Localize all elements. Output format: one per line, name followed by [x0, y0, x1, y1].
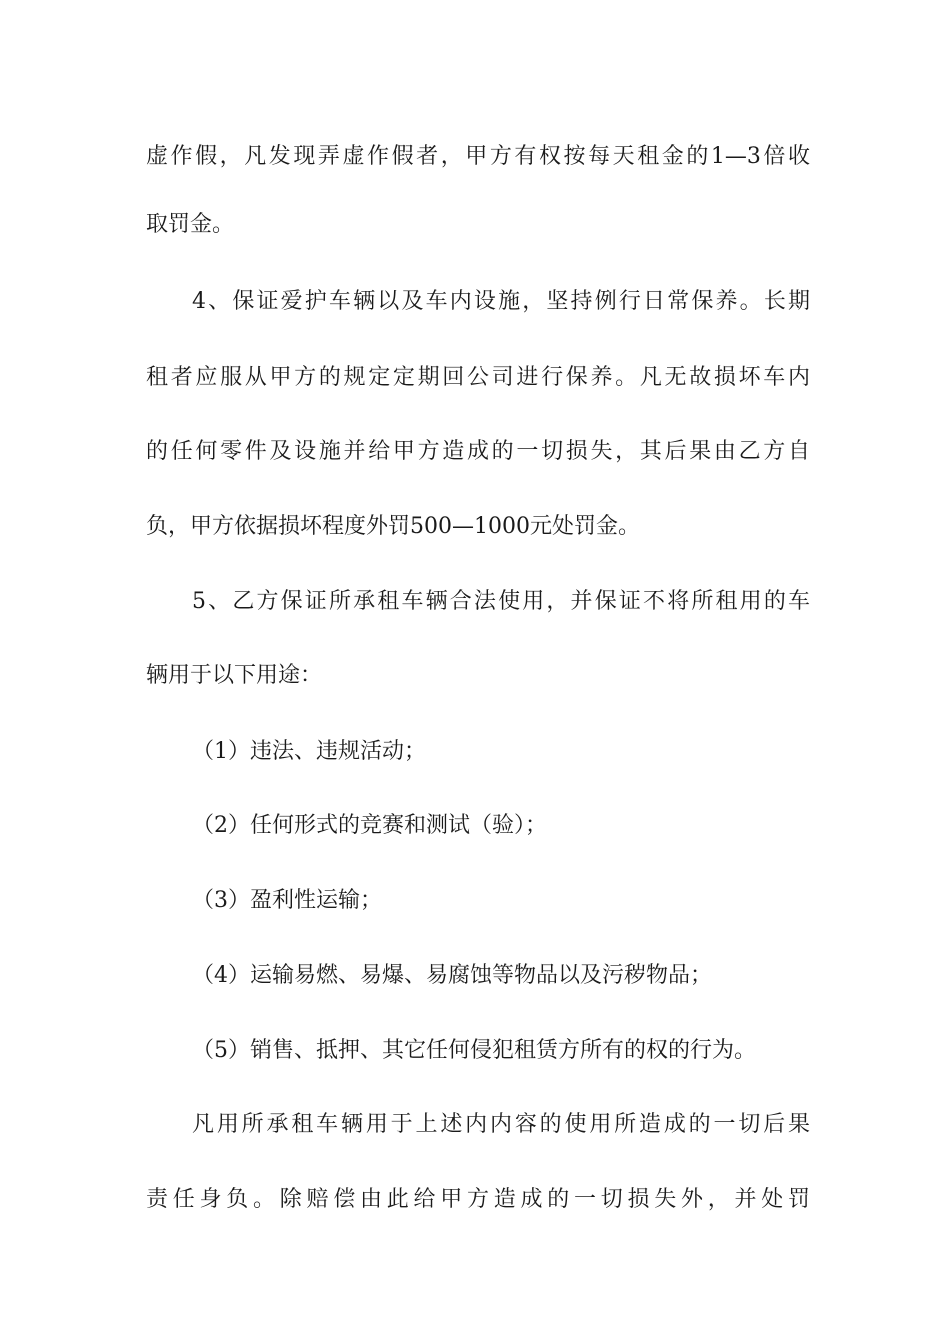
list-item: （2）任何形式的竞赛和测试（验）；: [192, 813, 547, 838]
list-item: （4）运输易燃、易爆、易腐蚀等物品以及污秽物品；: [192, 963, 712, 988]
list-item: （5）销售、抵押、其它任何侵犯租赁方所有的权的行为。: [192, 1038, 756, 1063]
paragraph-line: 取罚金。: [146, 212, 235, 237]
list-item: （3）盈利性运输；: [192, 888, 382, 913]
paragraph-line: 责任身负。除赔偿由此给甲方造成的一切损失外，并处罚: [146, 1187, 810, 1212]
paragraph-line: 负，甲方依据损坏程度外罚500—1000元处罚金。: [146, 514, 640, 539]
paragraph-line: 的任何零件及设施并给甲方造成的一切损失，其后果由乙方自: [146, 439, 810, 464]
clause-4-line: 4、保证爱护车辆以及车内设施，坚持例行日常保养。长期: [192, 289, 810, 314]
clause-5-line: 5、乙方保证所承租车辆合法使用，并保证不将所租用的车: [192, 589, 810, 614]
paragraph-line: 虚作假，凡发现弄虚作假者，甲方有权按每天租金的1—3倍收: [146, 144, 810, 169]
list-item: （1）违法、违规活动；: [192, 739, 426, 764]
paragraph-line: 辆用于以下用途：: [146, 663, 323, 688]
paragraph-line: 凡用所承租车辆用于上述内内容的使用所造成的一切后果: [192, 1112, 810, 1137]
paragraph-line: 租者应服从甲方的规定定期回公司进行保养。凡无故损坏车内: [146, 365, 810, 390]
